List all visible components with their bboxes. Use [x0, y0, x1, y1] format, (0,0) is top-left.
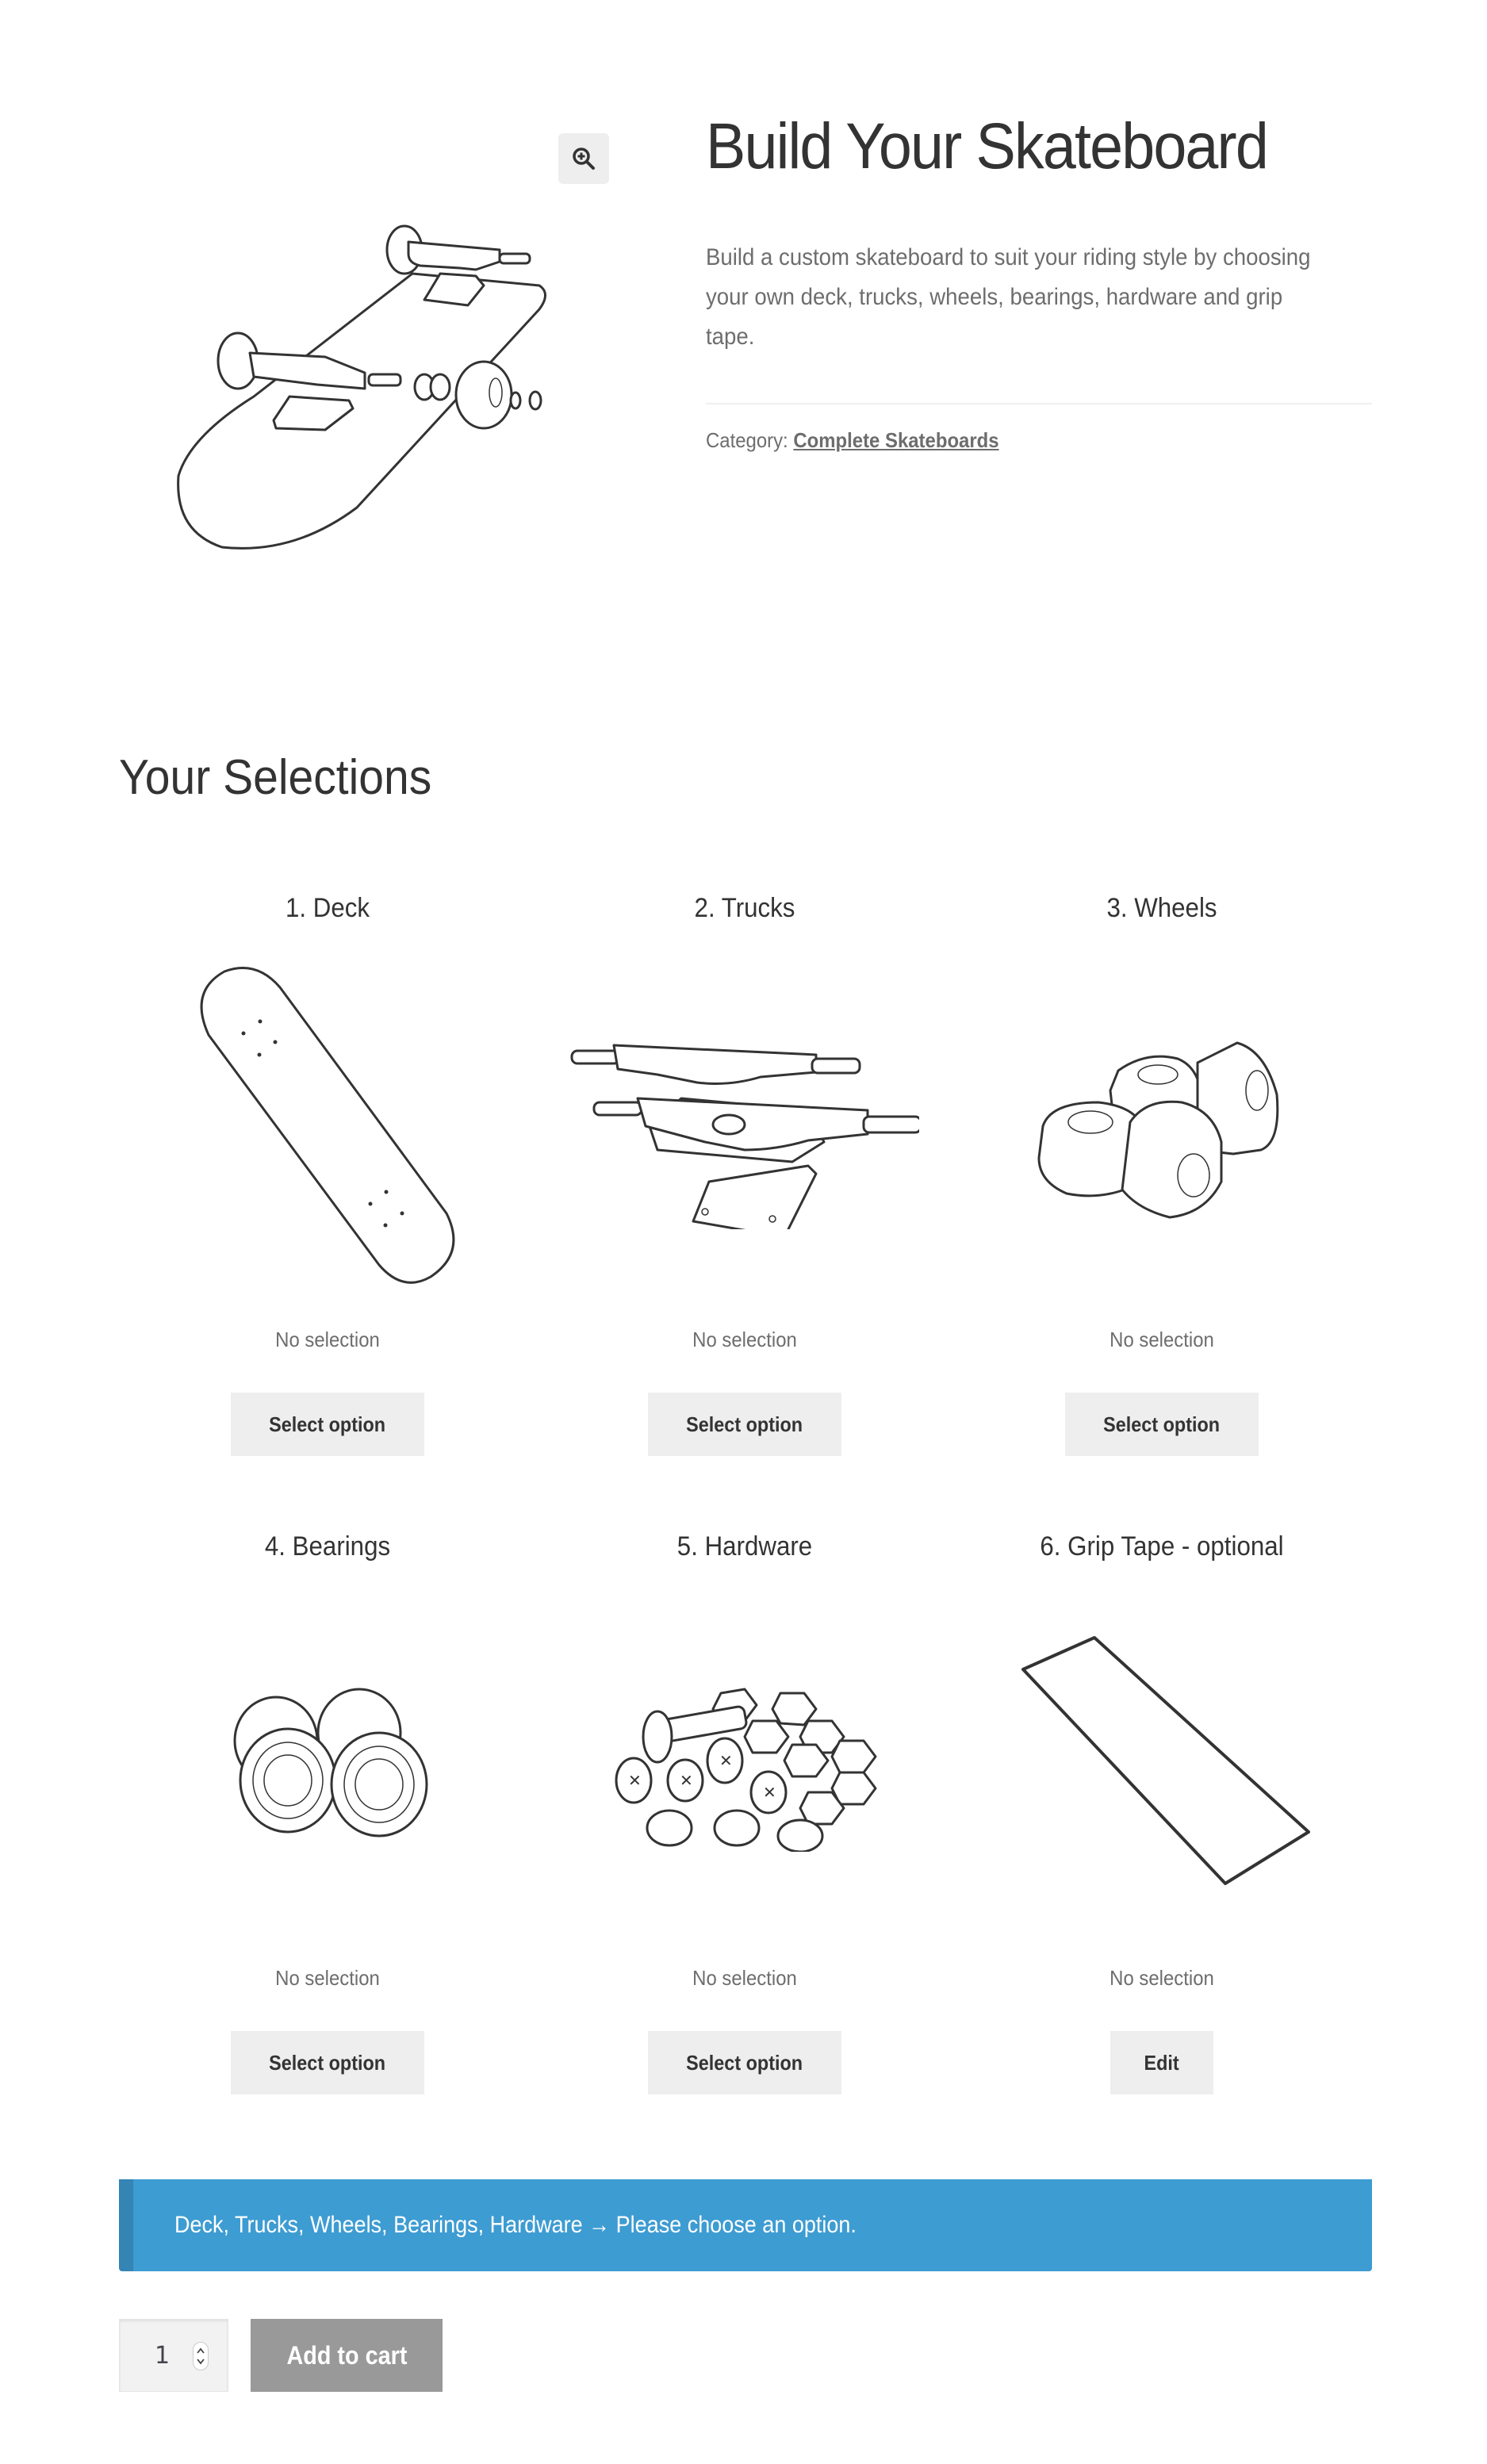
selection-status: No selection	[275, 1966, 380, 1990]
select-option-button[interactable]: Select option	[231, 1393, 423, 1456]
selection-title: 6. Grip Tape - optional	[1040, 1531, 1284, 1562]
product-meta	[706, 428, 1319, 453]
product-short-description: Build a custom skateboard to suit your riding style by choosing your own deck, trucks, wheels, bearings, hardware and grip tape.	[706, 244, 1311, 351]
trucks-image	[570, 1023, 919, 1229]
skateboard-main-image[interactable]	[159, 206, 571, 555]
selection-title: 2. Trucks	[694, 893, 795, 923]
grip-tape-image	[1011, 1634, 1313, 1895]
wheels-image	[1027, 1031, 1297, 1221]
selections-row	[119, 1527, 1372, 2165]
selection-hardware	[536, 1527, 953, 2094]
selection-title: 3. Wheels	[1106, 893, 1217, 923]
select-option-button[interactable]: Select option	[1065, 1393, 1258, 1456]
selection-status: No selection	[692, 1966, 797, 1990]
selection-wheels	[953, 888, 1370, 1456]
product-title: Build Your Skateboard	[706, 110, 1267, 182]
selection-bearings	[119, 1527, 536, 2094]
selections-row	[119, 888, 1372, 1527]
selection-grip-tape	[953, 1527, 1370, 2094]
divider	[706, 403, 1372, 404]
category-label: Category:	[706, 428, 788, 453]
selection-deck	[119, 888, 536, 1456]
product-gallery	[119, 119, 611, 563]
selection-status: No selection	[275, 1328, 380, 1351]
select-option-button[interactable]: Select option	[648, 1393, 841, 1456]
bearings-image	[220, 1685, 435, 1844]
select-option-button[interactable]: Select option	[231, 2031, 423, 2094]
hardware-image	[602, 1677, 887, 1852]
notice-message: Deck, Trucks, Wheels, Bearings, Hardware → Please choose an option.	[174, 2212, 857, 2238]
add-to-cart-button[interactable]: Add to cart	[251, 2319, 443, 2392]
edit-button[interactable]: Edit	[1110, 2031, 1213, 2094]
product-summary	[706, 111, 1372, 453]
quantity-spinner[interactable]	[193, 2342, 209, 2370]
svg-text:✕: ✕	[628, 1772, 642, 1790]
zoom-in-icon	[571, 146, 596, 171]
select-option-button[interactable]: Select option	[648, 2031, 841, 2094]
zoom-button[interactable]	[558, 133, 609, 184]
category-link[interactable]: Complete Skateboards	[793, 428, 999, 453]
selection-trucks	[536, 888, 953, 1456]
selection-status: No selection	[1110, 1966, 1214, 1990]
svg-text:✕: ✕	[680, 1772, 693, 1790]
selection-title: 1. Deck	[285, 893, 370, 923]
quantity-value[interactable]: 1	[155, 2341, 171, 2370]
svg-text:✕: ✕	[763, 1784, 776, 1802]
add-to-cart-form	[119, 2319, 443, 2392]
quantity-input[interactable]	[119, 2319, 228, 2392]
info-notice	[119, 2179, 1372, 2271]
selection-status: No selection	[692, 1328, 797, 1351]
svg-text:✕: ✕	[719, 1753, 733, 1770]
selection-title: 4. Bearings	[264, 1531, 391, 1562]
chevron-up-down-icon	[196, 2346, 205, 2366]
selections-heading: Your Selections	[119, 750, 432, 805]
selection-title: 5. Hardware	[676, 1531, 813, 1562]
deck-image	[193, 960, 462, 1293]
selection-status: No selection	[1110, 1328, 1214, 1351]
selections-grid	[119, 888, 1372, 2165]
